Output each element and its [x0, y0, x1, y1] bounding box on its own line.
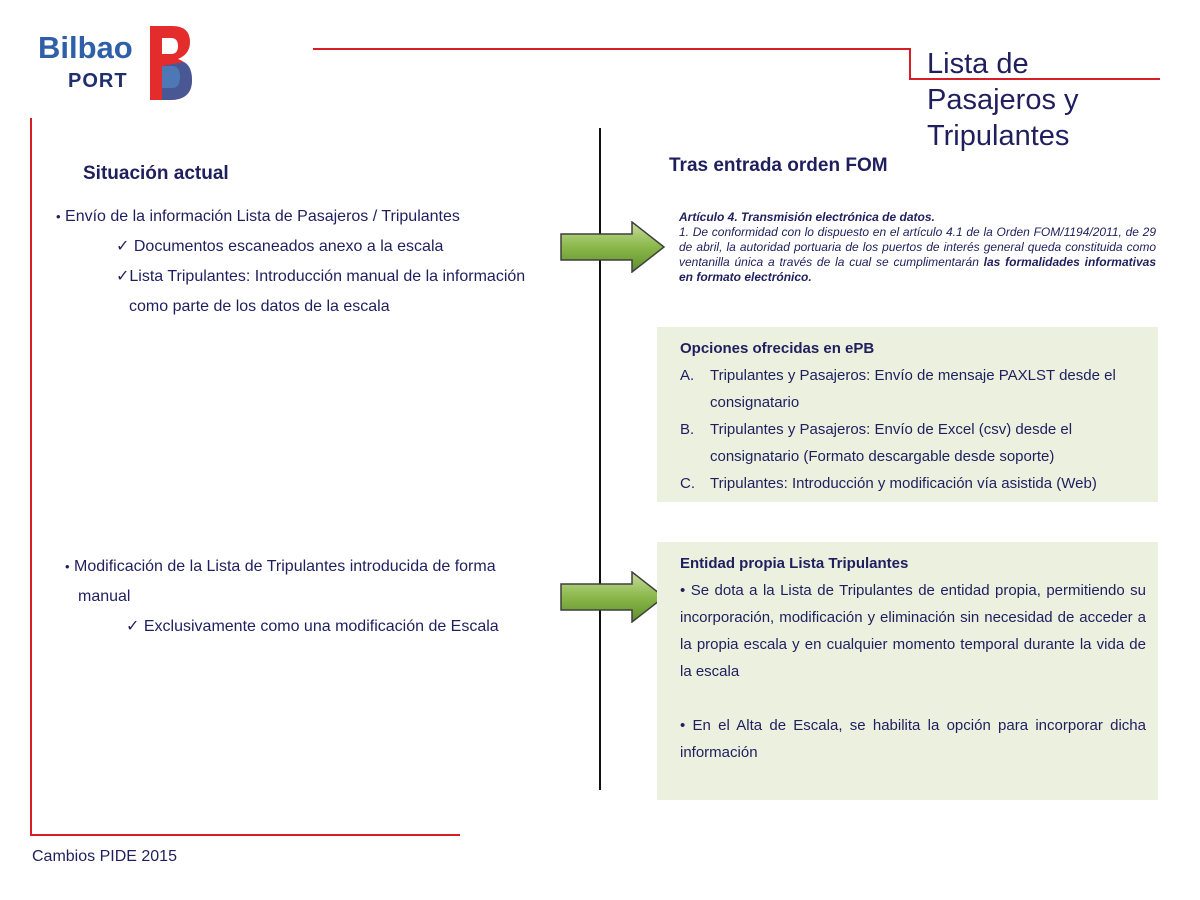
- entity-box: [657, 542, 1158, 800]
- left-frame-line: [30, 118, 32, 836]
- bilbao-port-logo: [38, 22, 198, 102]
- option-a-letter: A.: [680, 367, 695, 384]
- option-c-letter: C.: [680, 475, 695, 492]
- article-4-text: [679, 210, 1156, 285]
- header-red-line: [313, 48, 910, 50]
- option-b-line-2: consignatario (Formato descargable desde soporte): [710, 448, 1055, 465]
- arrow-right-icon: [560, 221, 666, 273]
- check-icon: ✓: [116, 238, 130, 255]
- option-b: [680, 416, 1150, 470]
- logo-b-mark: [144, 22, 194, 102]
- left-check-2: [116, 262, 525, 292]
- option-b-line-1: Tripulantes y Pasajeros: Envío de Excel (csv) desde el: [710, 421, 1073, 438]
- bullet-dot-icon: •: [56, 209, 61, 224]
- arrow-right-icon: [560, 571, 666, 623]
- left-heading: Situación actual: [83, 163, 229, 184]
- check-icon: ✓: [126, 618, 140, 635]
- right-heading: Tras entrada orden FOM: [669, 155, 888, 176]
- option-a-line-1: Tripulantes y Pasajeros: Envío de mensaje PAXLST desde el: [710, 367, 1116, 384]
- option-a: [680, 362, 1150, 416]
- options-box: [657, 327, 1158, 502]
- left-bullet-2-text: Modificación de la Lista de Tripulantes introducida de forma: [74, 558, 496, 575]
- logo-word-bilbao: Bilbao: [38, 30, 133, 65]
- check-icon: ✓: [116, 268, 130, 285]
- option-a-line-2: consignatario: [710, 394, 800, 411]
- left-bullet-2-cont: manual: [78, 588, 131, 605]
- left-check-3: [126, 612, 499, 642]
- header-red-line-vertical: [909, 48, 911, 79]
- options-heading: Opciones ofrecidas en ePB: [680, 340, 875, 357]
- left-check-2-cont: como parte de los datos de la escala: [129, 298, 390, 315]
- title-line-3: Tripulantes: [927, 120, 1070, 152]
- article-title: Artículo 4. Transmisión electrónica de datos.: [679, 210, 935, 224]
- entity-heading: Entidad propia Lista Tripulantes: [680, 555, 909, 572]
- article-bold-end: las formalidades informativas en formato electrónico.: [679, 255, 1156, 284]
- option-c: [680, 470, 1150, 497]
- page-title: [927, 46, 1167, 154]
- option-c-line-1: Tripulantes: Introducción y modificación vía asistida (Web): [710, 475, 1097, 492]
- left-bullet-1-text: Envío de la información Lista de Pasajeros / Tripulantes: [65, 208, 460, 225]
- left-check-3-text: Exclusivamente como una modificación de Escala: [143, 618, 499, 635]
- left-check-2-text: Lista Tripulantes: Introducción manual de la información: [129, 268, 526, 285]
- title-line-2: Pasajeros y: [927, 84, 1079, 116]
- bullet-dot-icon: •: [65, 559, 70, 574]
- option-b-letter: B.: [680, 421, 695, 438]
- left-bullet-1: [56, 202, 460, 232]
- left-bullet-2: [65, 552, 496, 582]
- article-body: 1. De conformidad con lo dispuesto en el artículo 4.1 de la Orden FOM/1194/2011, de 29 de abril, la autoridad portuaria de los puertos de interés general queda constituida como ventanilla única a través de la cual se cumplimentarán: [679, 225, 1156, 269]
- title-line-1: Lista de: [927, 48, 1029, 80]
- footer-label: Cambios PIDE 2015: [32, 848, 177, 865]
- left-check-1-text: Documentos escaneados anexo a la escala: [133, 238, 444, 255]
- bottom-frame-line: [30, 834, 460, 836]
- left-check-1: [116, 232, 443, 262]
- entity-paragraph-2: • En el Alta de Escala, se habilita la opción para incorporar dicha información: [680, 717, 1146, 761]
- entity-paragraph-1: • Se dota a la Lista de Tripulantes de entidad propia, permitiendo su incorporación, modificación y eliminación sin necesidad de acceder a la propia escala y en cualquier momento temporal durante la vida de la escala: [680, 582, 1146, 680]
- logo-word-port: PORT: [68, 70, 128, 92]
